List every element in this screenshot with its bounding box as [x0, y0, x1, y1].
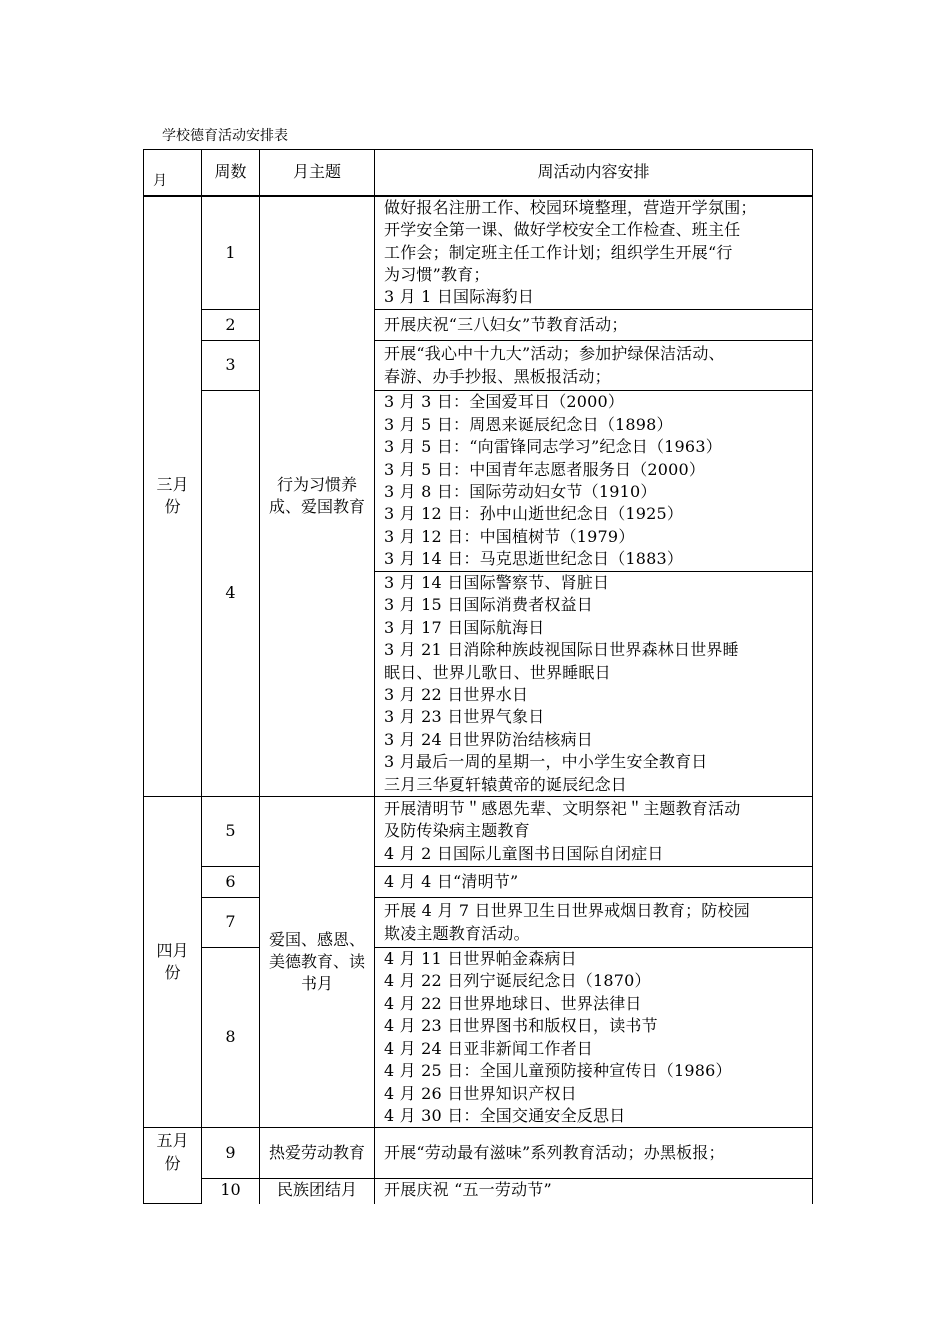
content-line: 3 月 5 日：“向雷锋同志学习”纪念日（1963）	[384, 437, 722, 457]
content-line: 开展 4 月 7 日世界卫生日世界戒烟日教育；防校园	[384, 901, 750, 921]
content-line: 开学安全第一课、做好学校安全工作检查、班主任	[384, 220, 741, 240]
week-cell: 1	[202, 196, 260, 310]
content-line: 开展庆祝 “五一劳动节”	[384, 1180, 552, 1200]
content-line: 3 月 24 日世界防治结核病日	[384, 729, 593, 749]
table-row	[144, 948, 813, 1128]
content-line: 4 月 26 日世界知识产权日	[384, 1083, 577, 1103]
table-row	[144, 341, 813, 391]
table-row	[144, 1179, 813, 1204]
content-line: 开展清明节＂感恩先辈、文明祭祀＂主题教育活动	[384, 798, 741, 818]
week-cell: 6	[202, 867, 260, 898]
content-line: 3 月 12 日：中国植树节（1979）	[384, 526, 635, 546]
content-cell	[375, 310, 813, 341]
content-line: 4 月 22 日列宁诞辰纪念日（1870）	[384, 971, 651, 991]
content-line: 3 月 3 日：全国爱耳日（2000）	[384, 392, 625, 412]
content-cell	[375, 196, 813, 310]
content-line: 眠日、世界儿歌日、世界睡眠日	[384, 662, 611, 682]
content-line: 3 月 8 日：国际劳动妇女节（1910）	[384, 482, 657, 501]
table-row	[144, 391, 813, 572]
week-cell: 3	[202, 341, 260, 391]
week-cell: 5	[202, 797, 260, 867]
content-cell	[375, 948, 813, 1128]
content-line: 4 月 30 日：全国交通安全反思日	[384, 1105, 626, 1125]
header-theme: 月主题	[260, 150, 375, 196]
header-month: 月	[144, 150, 202, 196]
content-line: 3 月 1 日国际海豹日	[384, 287, 535, 307]
week-cell: 9	[202, 1128, 260, 1179]
content-cell	[375, 867, 813, 898]
table-row	[144, 310, 813, 341]
header-week: 周数	[202, 150, 260, 196]
content-line: 3 月 22 日世界水日	[384, 685, 529, 705]
theme-cell-april: 爱国、感恩、美德教育、读书月	[260, 797, 375, 1128]
table-row	[144, 898, 813, 948]
theme-cell-march: 行为习惯养成、爱国教育	[260, 196, 375, 797]
week-cell: 8	[202, 948, 260, 1128]
week-cell: 10	[202, 1179, 260, 1204]
month-cell-march: 三月份	[144, 196, 202, 797]
content-line: 为习惯”教育；	[384, 264, 490, 284]
table-row	[144, 1128, 813, 1179]
content-line: 3 月 5 日：中国青年志愿者服务日（2000）	[384, 459, 706, 479]
table-header-row	[144, 150, 813, 196]
content-line: 3 月 21 日消除种族歧视国际日世界森林日世界睡	[384, 640, 739, 660]
content-cell	[375, 391, 813, 572]
week-cell: 7	[202, 898, 260, 948]
content-line: 4 月 11 日世界帕金森病日	[384, 949, 577, 969]
content-cell	[375, 797, 813, 867]
table-row	[144, 867, 813, 898]
content-line: 4 月 24 日亚非新闻工作者日	[384, 1038, 593, 1058]
theme-cell-may-2: 民族团结月	[260, 1179, 375, 1204]
week-cell: 2	[202, 310, 260, 341]
content-line: 欺凌主题教育活动。	[384, 923, 530, 943]
table-row	[144, 196, 813, 310]
content-line: 4 月 22 日世界地球日、世界法律日	[384, 993, 642, 1013]
content-line: 4 月 2 日国际儿童图书日国际自闭症日	[384, 843, 664, 863]
content-line: 3 月 5 日：周恩来诞辰纪念日（1898）	[384, 414, 673, 434]
page-title: 学校德育活动安排表	[162, 128, 288, 144]
table-row	[144, 797, 813, 867]
month-cell-may: 五月份	[144, 1128, 202, 1204]
content-line: 3 月 23 日世界气象日	[384, 707, 545, 727]
week-cell: 4	[202, 391, 260, 797]
activity-schedule-table	[143, 149, 813, 1204]
content-cell	[375, 1128, 813, 1179]
content-line: 4 月 25 日：全国儿童预防接种宣传日（1986）	[384, 1061, 732, 1081]
content-line: 三月三华夏轩辕黄帝的诞辰纪念日	[384, 774, 628, 794]
content-cell	[375, 341, 813, 391]
content-line: 3 月 15 日国际消费者权益日	[384, 595, 593, 615]
content-line: 及防传染病主题教育	[384, 821, 530, 841]
content-cell	[375, 898, 813, 948]
content-line: 工作会；制定班主任工作计划；组织学生开展“行	[384, 242, 733, 262]
content-line: 开展“劳动最有滋味”系列教育活动；办黑板报；	[384, 1143, 725, 1163]
content-line: 4 月 4 日“清明节”	[384, 871, 519, 891]
header-content: 周活动内容安排	[375, 150, 813, 196]
content-line: 3 月 14 日：马克思逝世纪念日（1883）	[384, 549, 684, 569]
content-cell	[375, 1179, 813, 1204]
content-line: 4 月 23 日世界图书和版权日，读书节	[384, 1016, 658, 1036]
month-cell-april: 四月份	[144, 797, 202, 1128]
content-line: 春游、办手抄报、黑板报活动；	[384, 366, 611, 386]
content-line: 3 月 17 日国际航海日	[384, 617, 545, 637]
content-cell	[375, 572, 813, 797]
content-line: 开展“我心中十九大”活动；参加护绿保洁活动、	[384, 344, 725, 364]
theme-cell-may: 热爱劳动教育	[260, 1128, 375, 1179]
content-line: 3 月 14 日国际警察节、肾脏日	[384, 573, 610, 592]
content-line: 开展庆祝“三八妇女”节教育活动；	[384, 314, 628, 334]
content-line: 3 月最后一周的星期一，中小学生安全教育日	[384, 752, 708, 772]
content-line: 做好报名注册工作、校园环境整理，营造开学氛围；	[384, 197, 757, 217]
content-line: 3 月 12 日：孙中山逝世纪念日（1925）	[384, 504, 684, 524]
